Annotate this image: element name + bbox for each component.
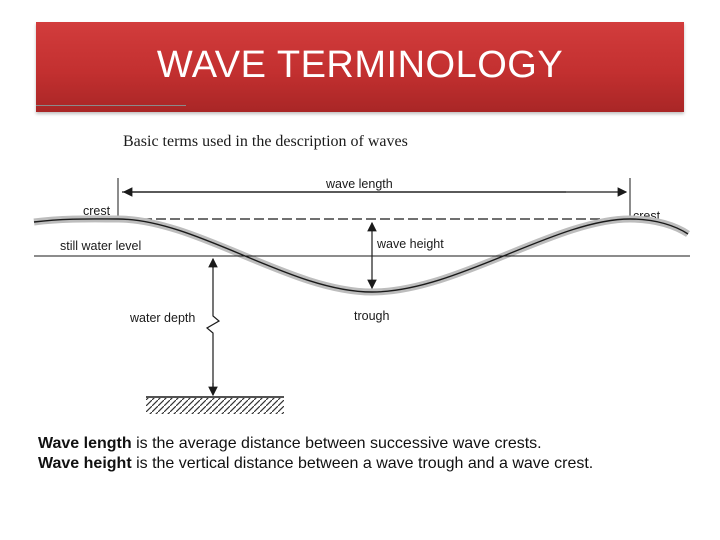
wave-height-label: wave height <box>377 237 444 251</box>
sea-bed-hatching <box>146 398 284 414</box>
diagram-heading: Basic terms used in the description of waves <box>123 133 408 150</box>
definition-wave-height: is the vertical distance between a wave trough and a wave crest. <box>131 455 594 472</box>
still-water-level-label: still water level <box>60 239 142 253</box>
crest-left-label: crest <box>83 204 111 218</box>
water-depth-arrow <box>207 266 219 390</box>
slide-title: WAVE TERMINOLOGY <box>156 44 564 86</box>
definition-wave-length: is the average distance between successive wave crests. <box>131 435 542 452</box>
term-wave-length: Wave length <box>38 435 132 452</box>
title-underline <box>36 105 186 106</box>
crest-right-label: crest <box>633 209 661 223</box>
caption-line-wave-length <box>38 434 678 454</box>
trough-label: trough <box>354 309 390 323</box>
wave-length-label: wave length <box>326 177 393 191</box>
term-wave-height: Wave height <box>38 455 132 472</box>
caption-line-wave-height <box>38 454 678 474</box>
wave-surface-shading <box>34 219 688 292</box>
wave-surface <box>34 219 688 292</box>
water-depth-label: water depth <box>130 311 196 325</box>
wave-diagram <box>26 118 694 424</box>
title-bar <box>36 22 684 112</box>
caption <box>38 434 678 474</box>
